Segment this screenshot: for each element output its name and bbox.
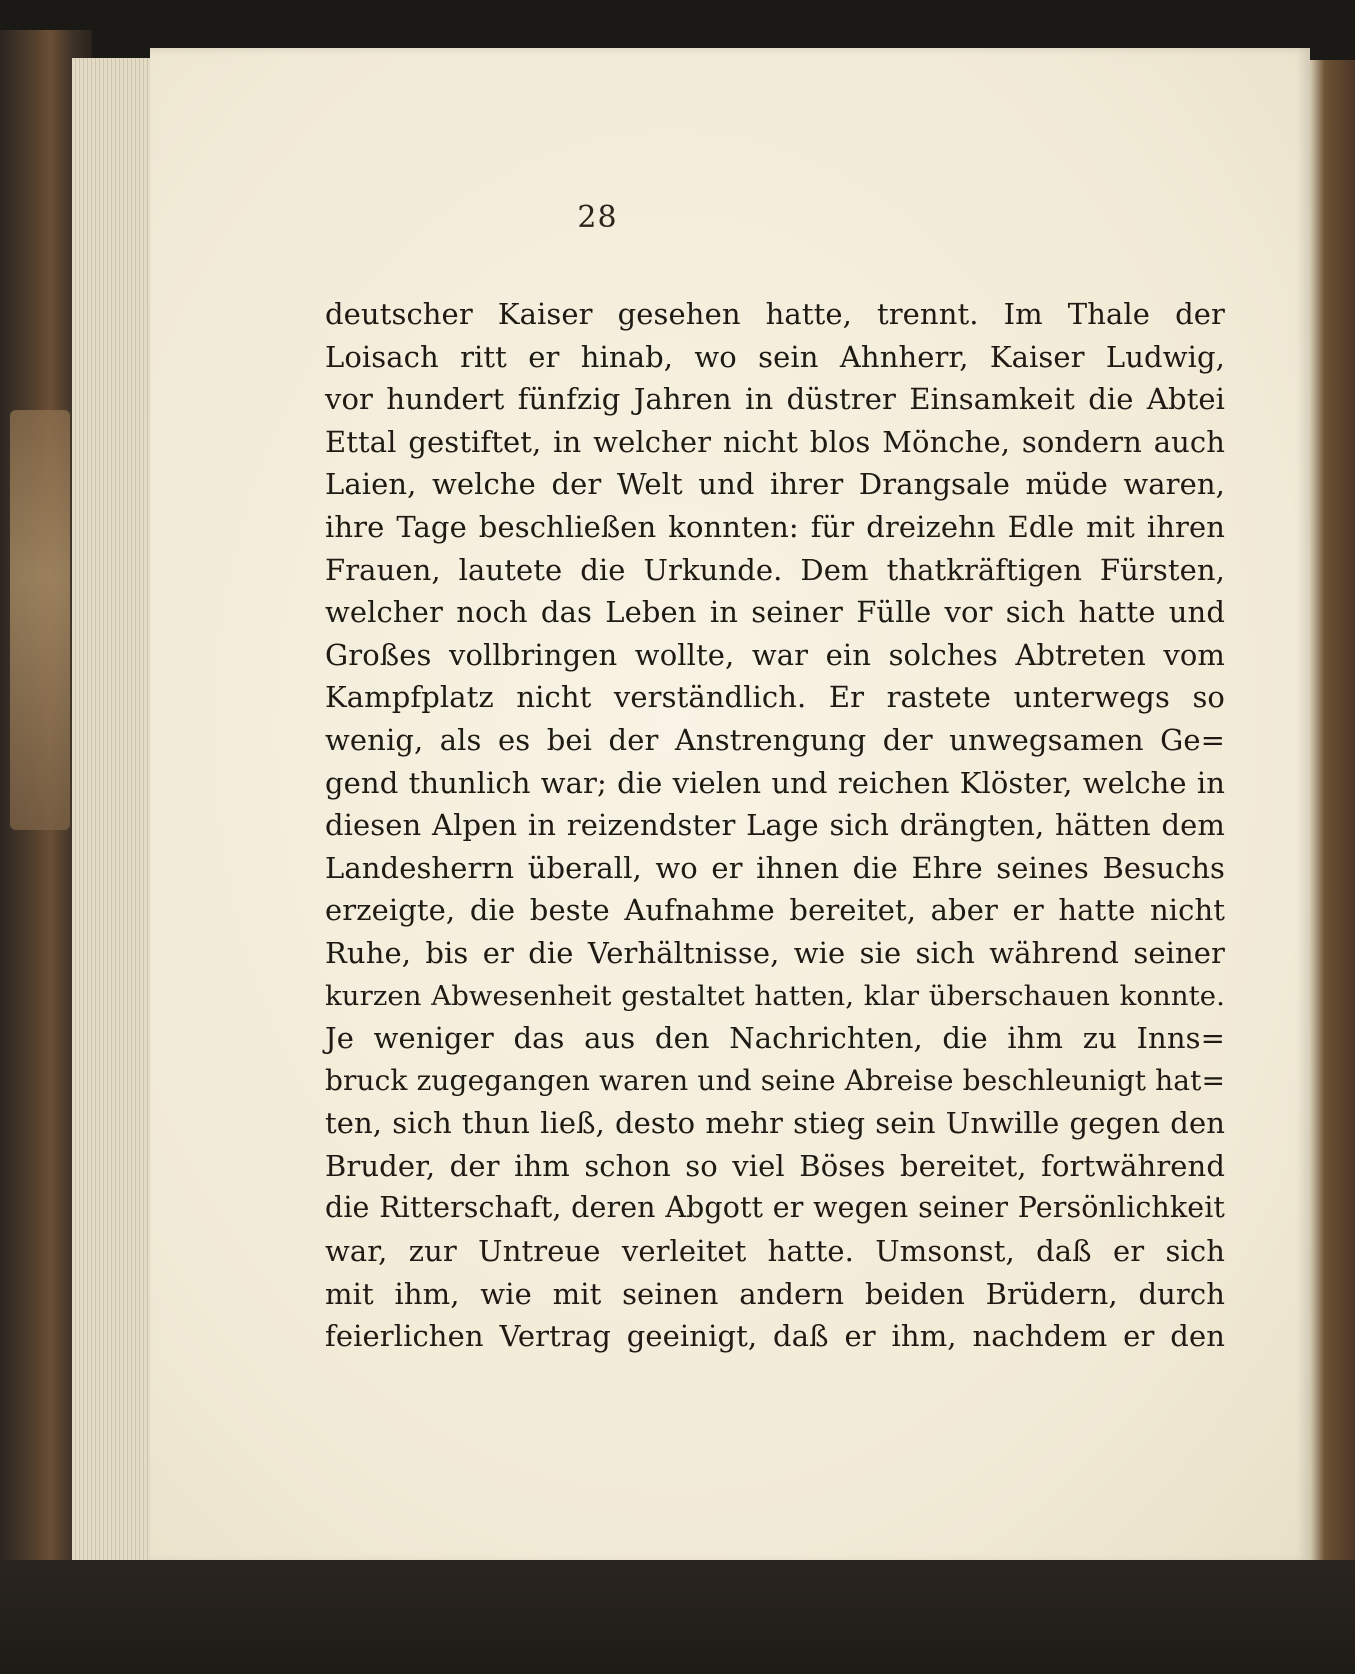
text-line: kurzen Abwesenheit gestaltet hatten, klar überschauen konnte.	[325, 979, 1225, 1012]
text-line: wenig, als es bei der Anstrengung der unwegsamen Ge=	[325, 722, 1225, 757]
text-line: Großes vollbringen wollte, war ein solches Abtreten vom	[325, 637, 1225, 672]
text-line: Bruder, der ihm schon so viel Böses bereitet, fortwährend	[325, 1148, 1225, 1183]
text-line: Ettal gestiftet, in welcher nicht blos Mönche, sondern auch	[325, 424, 1225, 459]
text-line: welcher noch das Leben in seiner Fülle vor sich hatte und	[325, 595, 1225, 630]
text-line: erzeigte, die beste Aufnahme bereitet, aber er hatte nicht	[325, 893, 1225, 928]
text-line: Ruhe, bis er die Verhältnisse, wie sie sich während seiner	[325, 935, 1225, 970]
text-line: Loisach ritt er hinab, wo sein Ahnherr, Kaiser Ludwig,	[325, 339, 1225, 374]
text-line: vor hundert fünfzig Jahren in düstrer Einsamkeit die Abtei	[325, 382, 1225, 417]
page-number: 28	[577, 200, 618, 235]
text-line: Je weniger das aus den Nachrichten, die ihm zu Inns=	[325, 1021, 1225, 1056]
text-line: feierlichen Vertrag geeinigt, daß er ihm, nachdem er den	[325, 1319, 1225, 1354]
text-line: ten, sich thun ließ, desto mehr stieg sein Unwille gegen den	[325, 1106, 1225, 1141]
page-text	[325, 293, 1225, 1358]
text-line: gend thunlich war; die vielen und reichen Klöster, welche in	[325, 765, 1225, 800]
book-bottom-edge	[0, 1560, 1355, 1674]
text-line: ihre Tage beschließen konnten: für dreizehn Edle mit ihren	[325, 509, 1225, 544]
page-edges	[72, 58, 162, 1578]
text-line: war, zur Untreue verleitet hatte. Umsonst, daß er sich	[325, 1234, 1225, 1269]
text-line: bruck zugegangen waren und seine Abreise beschleunigt hat=	[325, 1063, 1225, 1097]
text-line: Kampfplatz nicht verständlich. Er rastete unterwegs so	[325, 680, 1225, 715]
text-line: Landesherrn überall, wo er ihnen die Ehre seines Besuchs	[325, 850, 1225, 885]
text-line: Frauen, lautete die Urkunde. Dem thatkräftigen Fürsten,	[325, 552, 1225, 587]
text-line: diesen Alpen in reizendster Lage sich drängten, hätten dem	[325, 808, 1225, 843]
text-line: deutscher Kaiser gesehen hatte, trennt. Im Thale der	[325, 297, 1225, 331]
text-line: die Ritterschaft, deren Abgott er wegen seiner Persönlichkeit	[325, 1191, 1225, 1225]
text-line: Laien, welche der Welt und ihrer Drangsale müde waren,	[325, 467, 1225, 502]
worn-cover-patch	[10, 410, 70, 830]
text-line: mit ihm, wie mit seinen andern beiden Brüdern, durch	[325, 1276, 1225, 1311]
